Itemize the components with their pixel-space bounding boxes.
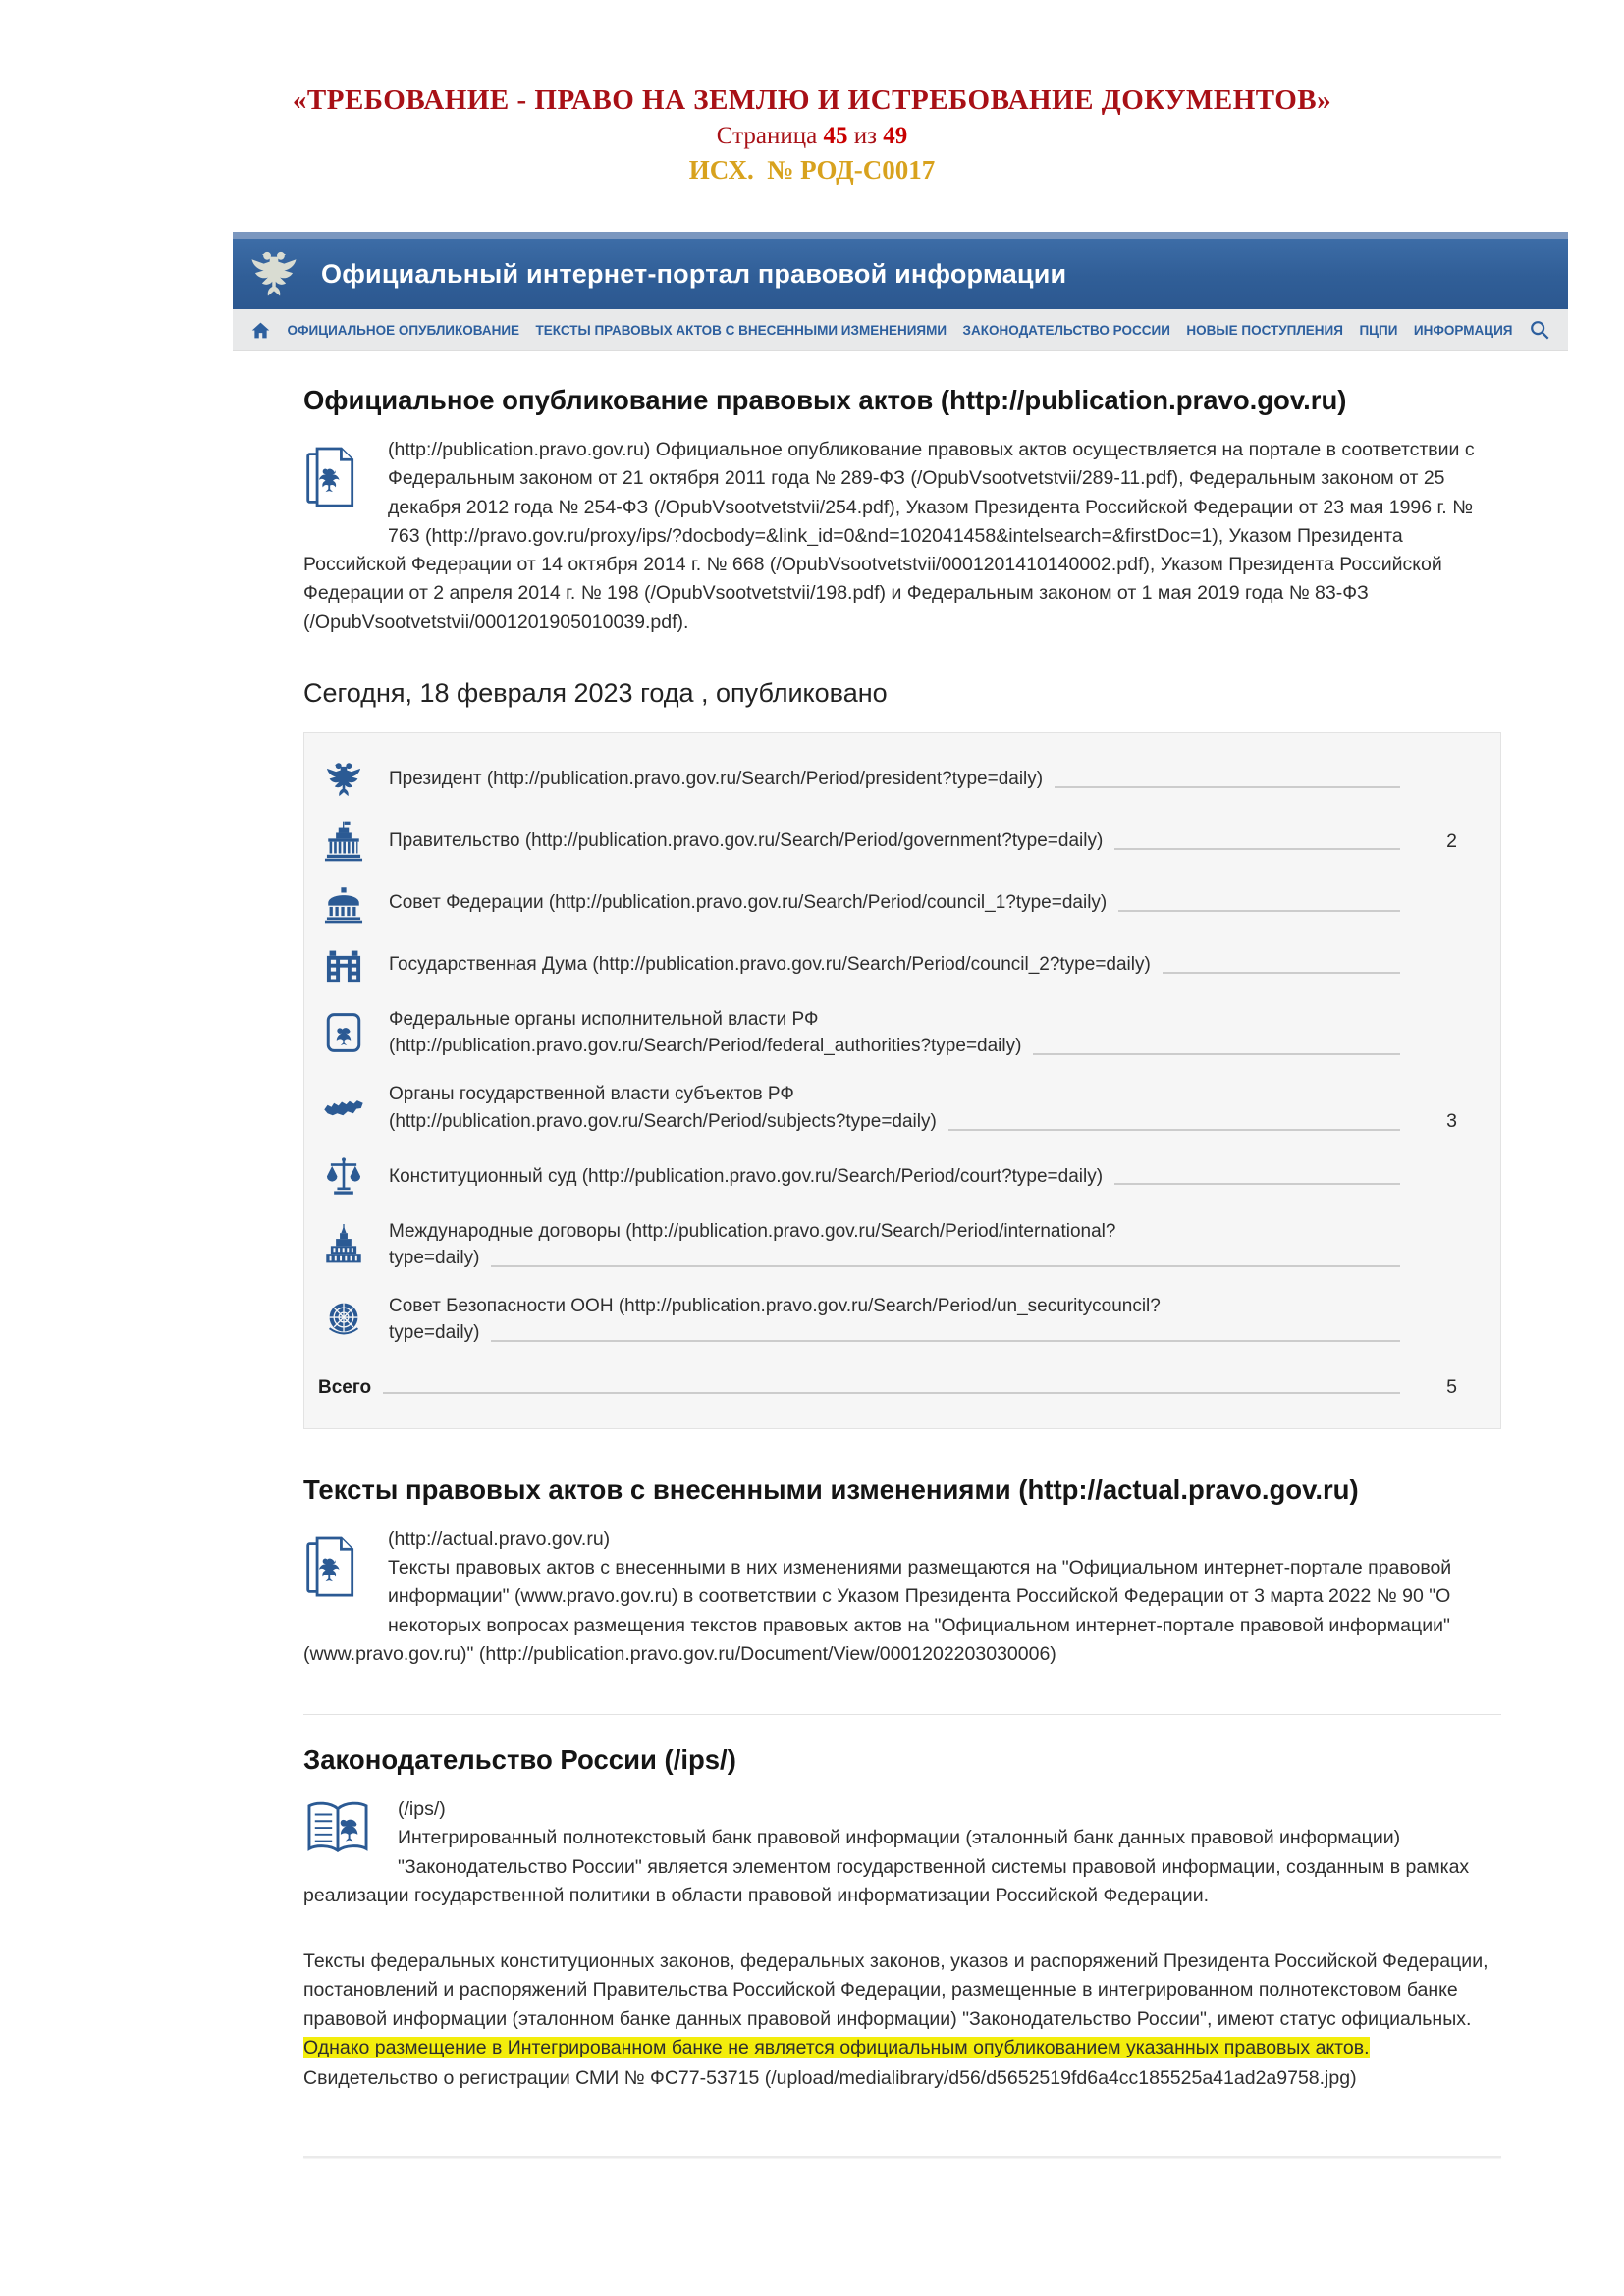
leader-line — [1114, 1183, 1400, 1185]
total-label: Всего — [318, 1376, 372, 1398]
president-icon — [318, 759, 369, 800]
today-row-lines — [389, 889, 1485, 917]
federal-authorities-icon — [318, 1012, 369, 1053]
today-row-link[interactable]: Органы государственной власти субъектов РФ — [389, 1083, 794, 1104]
today-row-federation-council — [318, 882, 1485, 924]
today-row-link[interactable]: (http://publication.pravo.gov.ru/Search/Period/subjects?type=daily) — [389, 1111, 937, 1133]
constitutional-court-icon — [318, 1156, 369, 1198]
legislation-status-paragraph — [303, 1948, 1501, 2062]
today-row-link[interactable]: (http://publication.pravo.gov.ru/Search/Period/federal_authorities?type=daily) — [389, 1036, 1022, 1057]
paragraph-text: Тексты федеральных конституционных законов, федеральных законов, указов и распоряжений Президента Российской Федерации, постановлений и распоряжений Правительства Российской Федерации, размещенные в интегрированном полнотекстовом банке правовой информации (эталонном банке данных правовой информации) "Законодательство России", имеют статус официальных. — [303, 1950, 1489, 2030]
total-count: 5 — [1446, 1375, 1457, 1398]
today-row-link[interactable]: Конституционный суд (http://publication.pravo.gov.ru/Search/Period/court?type=daily) — [389, 1165, 1104, 1187]
bottom-divider — [303, 2156, 1501, 2158]
outgoing-ref-number: ИСХ. № РОД-С0017 — [688, 155, 936, 185]
nav-item-official-publication[interactable]: ОФИЦИАЛЬНОЕ ОПУБЛИКОВАНИЕ — [287, 322, 520, 338]
paragraph-url-line: (/ips/) — [398, 1798, 446, 1821]
today-row-regional-authorities — [318, 1081, 1485, 1136]
leader-line — [491, 1340, 1400, 1342]
page-current: 45 — [823, 123, 848, 149]
page-word: Страница — [716, 123, 818, 149]
today-row-count: 3 — [1446, 1110, 1457, 1133]
portal-content — [233, 385, 1568, 2158]
paragraph-text: Интегрированный полнотекстовый банк правовой информации (эталонный банк данных правовой информации) "Законодательство России" является элементом государственной системы правовой информации, созданным в рамках реализации государственной политики в области правовой информатизации Российской Федерации. — [303, 1827, 1470, 1906]
section-divider — [303, 1714, 1501, 1715]
leader-line — [491, 1265, 1400, 1267]
leader-line — [1033, 1053, 1400, 1055]
today-row-lines — [389, 1163, 1485, 1191]
nav-item-new-arrivals[interactable]: НОВЫЕ ПОСТУПЛЕНИЯ — [1186, 322, 1343, 338]
official-publication-title: Официальное опубликование правовых актов (http://publication.pravo.gov.ru) — [303, 385, 1347, 415]
nav-item-russian-legislation[interactable]: ЗАКОНОДАТЕЛЬСТВО РОССИИ — [962, 322, 1170, 338]
media-certificate-line: Свидетельство о регистрации СМИ № ФС77-53715 (/upload/medialibrary/d56/d5652519fd6a4cc185525a41ad2a9758.jpg) — [303, 2067, 1357, 2090]
document-title: «ТРЕБОВАНИЕ - ПРАВО НА ЗЕМЛЮ И ИСТРЕБОВАНИЕ ДОКУМЕНТОВ» — [292, 84, 1332, 116]
documents-eagle-icon — [303, 1529, 362, 1615]
today-row-president — [318, 759, 1485, 800]
today-row-lines — [389, 1081, 1485, 1136]
paragraph-text: (http://publication.pravo.gov.ru) Официальное опубликование правовых актов осуществляется на портале в соответствии с Федеральным законом от 21 октября 2011 года № 289-ФЗ (/OpubVsootvetstvii/289-11.pdf), Федеральным законом от 25 декабря 2012 года № 254-ФЗ (/OpubVsootvetstvii/254.pdf), Указом Президента Российской Федерации от 23 мая 1996 г. № 763 (http://pravo.gov.ru/proxy/ips/?docbody=&link_id=0&nd=102041458&intelsearch=&firstDoc=1), Указом Президента Российской Федерации от 14 октября 2014 г. № 668 (/OpubVsootvetstvii/0001201410140002.pdf), Указом Президента Российской Федерации от 2 апреля 2014 г. № 198 (/OpubVsootvetstvii/198.pdf) и Федеральным законом от 1 мая 2019 года № 83-ФЗ (/OpubVsootvetstvii/0001201905010039.pdf). — [303, 439, 1475, 633]
federation-council-icon — [318, 882, 369, 924]
leader-line — [1055, 786, 1400, 788]
today-row-un-security-council — [318, 1293, 1485, 1347]
documents-eagle-icon — [303, 440, 362, 525]
leader-line — [948, 1129, 1400, 1131]
nav-item-amended-acts-texts[interactable]: ТЕКСТЫ ПРАВОВЫХ АКТОВ С ВНЕСЕННЫМИ ИЗМЕНЕНИЯМИ — [535, 322, 947, 338]
today-row-link[interactable]: type=daily) — [389, 1248, 480, 1269]
legislation-title: Законодательство России (/ips/) — [303, 1744, 736, 1776]
today-row-state-duma — [318, 944, 1485, 986]
legislation-paragraph — [303, 1795, 1501, 1910]
actual-texts-title: Тексты правовых актов с внесенными изменениями (http://actual.pravo.gov.ru) — [303, 1473, 1359, 1505]
nav-item-pcpi[interactable]: ПЦПИ — [1359, 322, 1398, 338]
paragraph-url-line: (http://actual.pravo.gov.ru) — [388, 1527, 611, 1550]
today-row-federal-authorities — [318, 1006, 1485, 1060]
of-word: из — [853, 123, 877, 149]
highlighted-text: Однако размещение в Интегрированном банке не является официальным опубликованием указанных правовых актов. — [303, 2036, 1370, 2058]
portal-title: Официальный интернет-портал правовой информации — [321, 258, 1067, 289]
leader-line — [1114, 848, 1400, 850]
today-row-international-treaties — [318, 1218, 1485, 1272]
home-icon[interactable] — [250, 320, 271, 341]
leader-line — [1163, 972, 1400, 974]
today-box — [303, 732, 1501, 1429]
today-row-constitutional-court — [318, 1156, 1485, 1198]
un-security-council-icon — [318, 1299, 369, 1340]
official-publication-paragraph — [303, 436, 1501, 637]
page-indicator — [0, 123, 1624, 150]
today-row-link[interactable]: Правительство (http://publication.pravo.gov.ru/Search/Period/government?type=daily) — [389, 830, 1104, 852]
today-row-lines — [389, 828, 1485, 855]
today-row-link[interactable]: Международные договоры (http://publication.pravo.gov.ru/Search/Period/international? — [389, 1220, 1116, 1242]
today-heading: Сегодня, 18 февраля 2023 года , опубликовано — [303, 677, 888, 708]
today-row-lines — [389, 766, 1485, 793]
leader-line — [1118, 910, 1400, 912]
today-row-government — [318, 821, 1485, 862]
navbar — [233, 309, 1568, 351]
regional-authorities-icon — [318, 1088, 369, 1129]
today-row-link[interactable]: Государственная Дума (http://publication.pravo.gov.ru/Search/Period/council_2?type=daily) — [389, 953, 1151, 975]
government-icon — [318, 821, 369, 862]
leader-line — [383, 1392, 1400, 1394]
portal-screenshot — [233, 232, 1568, 2158]
document-header — [0, 0, 1624, 186]
actual-texts-paragraph — [303, 1525, 1501, 1669]
coat-of-arms-icon — [246, 248, 301, 299]
today-row-link[interactable]: type=daily) — [389, 1322, 480, 1344]
page-total: 49 — [883, 123, 908, 149]
today-row-lines — [389, 1293, 1485, 1347]
today-total-row — [318, 1376, 1485, 1399]
open-book-icon — [303, 1799, 372, 1867]
today-row-link[interactable]: Совет Безопасности ООН (http://publication.pravo.gov.ru/Search/Period/un_securitycouncil? — [389, 1295, 1161, 1316]
today-row-link[interactable]: Совет Федерации (http://publication.pravo.gov.ru/Search/Period/council_1?type=daily) — [389, 891, 1108, 913]
today-row-lines — [389, 1218, 1485, 1272]
state-duma-icon — [318, 944, 369, 986]
nav-item-information[interactable]: ИНФОРМАЦИЯ — [1413, 322, 1513, 338]
paragraph-text: Тексты правовых актов с внесенными в них изменениями размещаются на "Официальном интернет-портале правовой информации" (www.pravo.gov.ru) в соответствии с Указом Президента Российской Федерации от 3 марта 2022 № 90 "О некоторых вопросах размещения текстов правовых актов на "Официальном интернет-портале правовой информации" (www.pravo.gov.ru)" (http://publication.pravo.gov.ru/Document/View/0001202203030006) — [303, 1557, 1452, 1665]
today-row-link[interactable]: Федеральные органы исполнительной власти РФ — [389, 1008, 819, 1030]
today-row-lines — [389, 1006, 1485, 1060]
today-row-count: 2 — [1446, 829, 1457, 852]
international-treaties-icon — [318, 1224, 369, 1265]
search-icon[interactable] — [1529, 319, 1550, 341]
today-row-lines — [389, 951, 1485, 979]
masthead-top-strip — [233, 232, 1568, 239]
portal-masthead — [233, 239, 1568, 309]
today-row-link[interactable]: Президент (http://publication.pravo.gov.ru/Search/Period/president?type=daily) — [389, 768, 1044, 789]
